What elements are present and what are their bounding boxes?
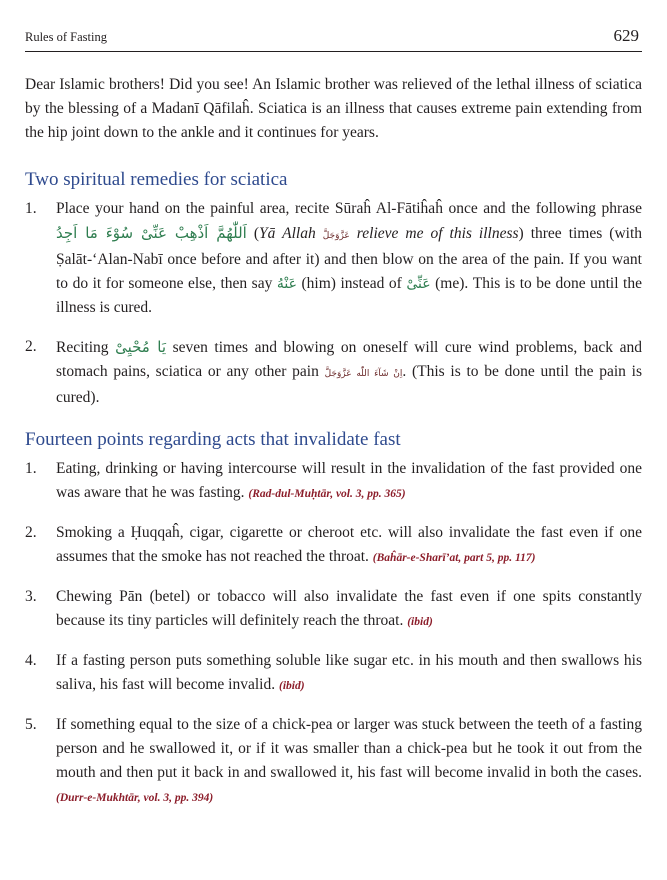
item-number: 1. [25,200,37,217]
reference-citation: (Baĥār-e-Sharī’at, part 5, pp. 117) [372,552,536,564]
list-item [25,335,642,410]
reference-citation: (Durr-e-Mukhtār, vol. 3, pp. 394) [56,792,214,804]
page-number: 629 [613,26,639,45]
arabic-divine-name: يَا مُحْيِیْ [115,338,167,356]
page-body [25,73,642,825]
arabic-honorific: عَزَّوَجَلَّ [322,231,350,241]
section-heading-invalidators: Fourteen points regarding acts that invalidate fast [25,429,401,450]
arabic-word-him: عَنْهُ [276,276,297,292]
item-text: seven times and blowing on oneself will cure wind problems, back and stomach pains, sciatica or any other pain [56,339,642,380]
translation-text: Yā Allah [259,225,316,242]
item-number: 5. [25,716,37,733]
arabic-insha-allah: اِنْ شَآءَ اللّٰه عَزَّوَجَلَّ [324,369,403,379]
item-text: Chewing Pān (betel) or tobacco will also invalidate the fast even if one spits constantly because its tiny particles will definitely reach the throat. [56,588,642,629]
reference-citation: (Rad-dul-Muḥtār, vol. 3, pp. 365) [248,488,406,500]
item-text: Eating, drinking or having intercourse will result in the invalidation of the fast provided one was aware that he was fasting. [56,460,642,501]
invalidators-list [25,457,642,810]
item-text: (him) instead of [296,275,407,292]
item-text: Smoking a Ḥuqqaĥ, cigar, cigarette or cheroot etc. will also invalidate the fast even if one assumes that the smoke has not reached the throat. [56,524,642,565]
item-number: 3. [25,588,37,605]
reference-citation: (ibid) [407,616,433,628]
section-heading-remedies: Two spiritual remedies for sciatica [25,169,288,190]
translation-text: relieve me of this illness [349,225,519,242]
running-title: Rules of Fasting [25,30,107,44]
item-text: Reciting [56,339,116,356]
arabic-word-me: عَنِّیْ [406,276,431,292]
list-item [25,585,642,634]
intro-paragraph: Dear Islamic brothers! Did you see! An Islamic brother was relieved of the lethal illness of sciatica by the blessing of a Madanī Qāfilaĥ. Sciatica is an illness that causes extreme pain extending from the hip joint down to the ankle and it continues for years. [25,76,642,141]
item-text: If a fasting person puts something soluble like sugar etc. in his mouth and then swallows his saliva, his fast will become invalid. [56,652,642,693]
list-item [25,713,642,810]
item-number: 2. [25,524,37,541]
item-text: Place your hand on the painful area, recite Sūraĥ Al-Fātiĥaĥ once and the following phrase [56,200,642,217]
item-text: ( [246,225,260,242]
list-item [25,197,642,320]
arabic-dua: اَللّٰهُمَّ اَذْهِبْ عَنِّیْ سُوْءَ مَا اَجِدُ [56,224,247,242]
item-text: . (This is to be done until the pain is cured). [56,363,642,406]
remedies-list [25,197,642,410]
item-number: 2. [25,338,37,355]
item-text: ) three times (with Ṣalāt-‘Alan-Nabī once before and after it) and then blow on the area of the pain. If you want to do it for someone else, then say [56,225,642,292]
list-item [25,457,642,506]
item-text: (me). This is to be done until the illness is cured. [56,275,642,316]
item-number: 4. [25,652,37,669]
list-item [25,521,642,570]
item-number: 1. [25,460,37,477]
header-rule [25,51,642,52]
item-text: If something equal to the size of a chick-pea or larger was stuck between the teeth of a fasting person and he swallowed it, or if it was smaller than a chick-pea but he took it out from the mouth and then put it back in and swallowed it, his fast will become invalid in both the cases. [56,716,642,781]
reference-citation: (ibid) [278,680,305,692]
list-item [25,649,642,698]
